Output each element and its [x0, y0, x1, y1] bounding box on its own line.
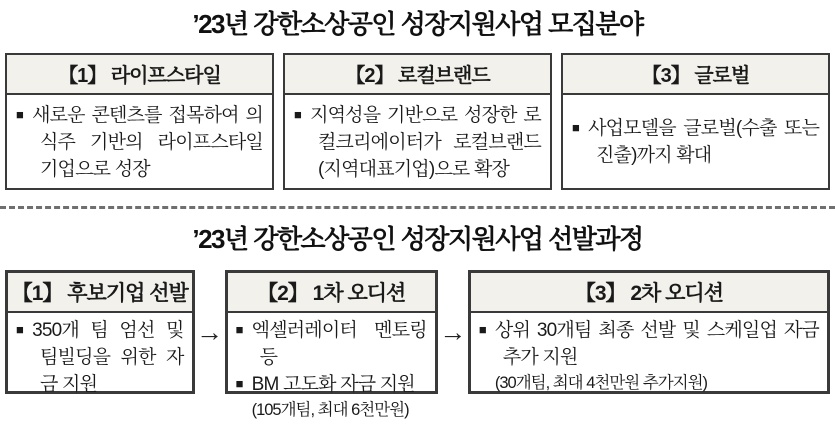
flow-arrow-icon: → [196, 316, 224, 347]
bullet-line [16, 103, 263, 184]
bullet-square-icon: ■ [572, 119, 580, 135]
process-box-header: 【2】 1차 오디션 [228, 273, 435, 313]
bullet-line [16, 318, 184, 399]
category-box-header: 【1】 라이프스타일 [7, 55, 272, 95]
bullet-text: 350개 팀 엄선 및 팀빌딩을 위한 자금 지원 [32, 320, 184, 395]
process-box-header: 【1】 후보기업 선발 [8, 273, 192, 313]
bullet-square-icon: ■ [16, 322, 24, 337]
bullet-text: 사업모델을 글로벌(수출 또는 진출)까지 확대 [588, 117, 819, 166]
bullet-line [479, 318, 819, 372]
selection-box-row [0, 270, 835, 419]
category-box-global [561, 53, 830, 190]
bullet-text: 엑셀러레이터 멘토링 등 [251, 320, 427, 368]
bullet-text: 지역성을 기반으로 성장한 로컬크리에이터가 로컬브랜드(지역대표기업)으로 확장 [310, 105, 541, 180]
bullet-square-icon: ■ [235, 322, 243, 337]
bullet-line [236, 372, 427, 399]
process-box-body [471, 313, 827, 399]
bullet-text: BM 고도화 자금 지원 [251, 373, 415, 395]
bullet-text: 상위 30개팀 최종 선발 및 스케일업 자금 추가 지원 [494, 320, 819, 368]
bullet-line [236, 318, 427, 372]
process-box-candidate-selection [5, 270, 195, 394]
process-box-first-audition [225, 270, 438, 419]
dashed-divider [0, 206, 835, 209]
recruitment-box-row [0, 53, 835, 190]
bullet-text: 새로운 콘텐츠를 접목하여 의식주 기반의 라이프스타일 기업으로 성장 [32, 105, 263, 180]
process-box-header: 【3】 2차 오디션 [471, 273, 827, 313]
category-box-body [285, 95, 550, 190]
process-box-body [8, 313, 192, 403]
box-note: (105개팀, 최대 6천만원) [251, 400, 409, 419]
bullet-square-icon: ■ [294, 107, 302, 122]
category-box-header: 【3】 글로벌 [563, 55, 828, 95]
category-box-lifestyle [5, 53, 274, 190]
page [0, 8, 835, 442]
selection-section-title: ’23년 강한소상공인 성장지원사업 선발과정 [192, 224, 643, 254]
bullet-line [294, 103, 541, 184]
category-box-body [563, 95, 828, 188]
box-note: (30개팀, 최대 4천만원 추가지원) [494, 373, 708, 392]
recruitment-section-title: ’23년 강한소상공인 성장지원사업 모집분야 [192, 9, 643, 39]
bullet-square-icon: ■ [478, 322, 486, 337]
bullet-square-icon: ■ [235, 375, 243, 391]
process-box-second-audition [468, 270, 830, 394]
category-box-local-brand [283, 53, 552, 190]
process-box-body [228, 313, 435, 426]
bullet-line [572, 116, 819, 170]
bullet-square-icon: ■ [16, 107, 24, 122]
flow-arrow-icon: → [439, 316, 467, 347]
category-box-body [7, 95, 272, 190]
category-box-header: 【2】 로컬브랜드 [285, 55, 550, 95]
